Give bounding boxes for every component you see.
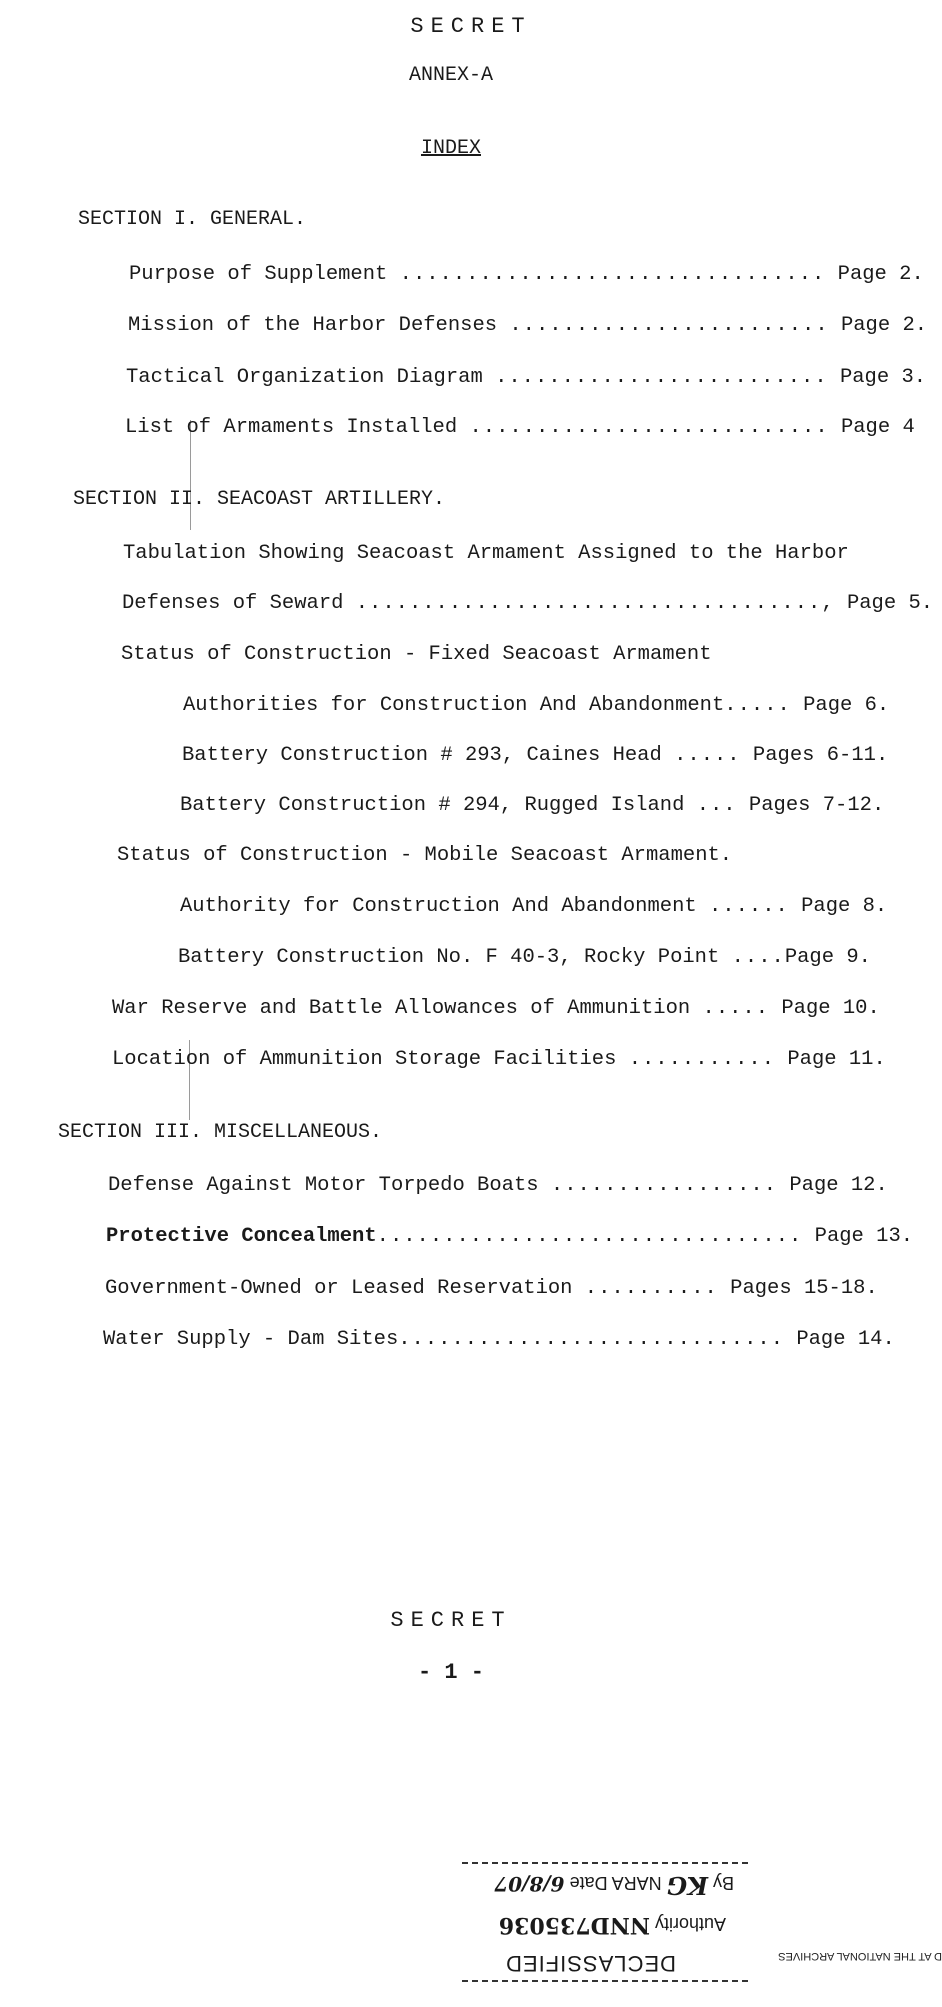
index-entry	[105, 1277, 878, 1300]
stamp-status: DECLASSIFIED	[505, 1951, 676, 1976]
entry-leader: .........................	[495, 366, 828, 389]
index-entry	[125, 416, 915, 439]
annex-label: ANNEX-A	[408, 64, 493, 87]
entry-page: Page 3.	[839, 366, 927, 389]
entry-title: Battery Construction # 294, Rugged Island	[180, 794, 685, 817]
stamp-initials: KG	[666, 1871, 708, 1900]
entry-title: Location of Ammunition Storage Facilities	[112, 1048, 617, 1071]
entry-page: Page 8.	[801, 895, 888, 918]
entry-title: Mission of the Harbor Defenses	[128, 314, 498, 337]
stamp-authority	[499, 1912, 726, 1938]
entry-page: Page 12.	[789, 1174, 888, 1197]
stamp-authority-label: Authority	[654, 1914, 726, 1934]
index-entry	[108, 1174, 888, 1197]
index-entry	[183, 694, 889, 717]
entry-leader: .....	[674, 744, 741, 767]
entry-leader: ........................	[509, 314, 829, 337]
entry-leader: ...	[696, 794, 737, 817]
entry-leader: .............................	[398, 1328, 785, 1351]
section-heading: SECTION I. GENERAL.	[78, 208, 307, 231]
index-entry	[112, 997, 880, 1020]
entry-leader: .....	[702, 997, 770, 1020]
entry-leader: ......	[709, 895, 789, 918]
entry-leader: ...........	[628, 1048, 776, 1071]
entry-page: Page 4	[840, 416, 915, 439]
entry-page: Page 9.	[784, 946, 871, 969]
entry-page: Page 14.	[796, 1328, 895, 1351]
entry-title: Status of Construction - Fixed Seacoast Armament	[121, 643, 712, 666]
index-title: INDEX	[420, 137, 481, 160]
entry-leader: ................................	[376, 1225, 803, 1248]
entry-page: Pages 6-11.	[752, 744, 889, 767]
entry-title: List of Armaments Installed	[125, 416, 458, 439]
index-entry	[180, 794, 884, 817]
entry-title: Tactical Organization Diagram	[126, 366, 483, 389]
entry-leader: ................................	[399, 263, 826, 286]
entry-title: War Reserve and Battle Allowances of Ammunition	[112, 997, 691, 1020]
stamp-authority-value: NND735036	[498, 1912, 650, 1938]
entry-page: Page 6.	[803, 694, 890, 717]
entry-page: Page 13.	[814, 1225, 914, 1248]
entry-title: Authorities for Construction And Abandonment	[183, 694, 725, 717]
index-entry	[103, 1328, 895, 1351]
entry-page: Page 10.	[781, 997, 880, 1020]
entry-title: Authority for Construction And Abandonment	[180, 895, 697, 918]
entry-title: Government-Owned or Leased Reservation	[105, 1277, 573, 1300]
section-heading: SECTION III. MISCELLANEOUS.	[58, 1121, 383, 1144]
stamp-border-bottom	[462, 1862, 748, 1864]
entry-leader: ...................................,	[355, 592, 835, 615]
entry-title: Defense Against Motor Torpedo Boats	[108, 1174, 539, 1197]
entry-title: Tabulation Showing Seacoast Armament Assigned to the Harbor	[123, 542, 849, 565]
index-entry	[126, 366, 926, 389]
declassification-stamp	[462, 1855, 748, 1990]
entry-title: Protective Concealment	[106, 1225, 377, 1248]
stamp-date: 6/8/07	[494, 1872, 565, 1896]
entry-leader: ...........................	[469, 416, 829, 439]
index-entry	[106, 1225, 913, 1248]
index-entry	[122, 592, 933, 615]
entry-title: Battery Construction # 293, Caines Head	[182, 744, 662, 767]
entry-leader: .....	[724, 694, 791, 717]
entry-page: Pages 7-12.	[748, 794, 885, 817]
classification-top: SECRET	[410, 14, 532, 39]
index-entry	[112, 1048, 886, 1071]
stamp-border-top	[462, 1980, 748, 1982]
index-entry	[123, 542, 849, 565]
entry-title: Battery Construction No. F 40-3, Rocky Point	[178, 946, 720, 969]
entry-title: Status of Construction - Mobile Seacoast Armament.	[117, 844, 733, 867]
index-entry	[178, 946, 871, 969]
entry-leader: ....	[731, 946, 785, 969]
entry-title: Defenses of Seward	[122, 592, 344, 615]
section-heading: SECTION II. SEACOAST ARTILLERY.	[73, 488, 446, 511]
stamp-agency: NARA Date	[569, 1873, 662, 1893]
stamp-by-label: By	[712, 1873, 734, 1893]
index-entry	[182, 744, 888, 767]
entry-page: Page 5.	[846, 592, 934, 615]
entry-page: Pages 15-18.	[730, 1277, 878, 1300]
entry-page: Page 2.	[840, 314, 928, 337]
entry-title: Water Supply - Dam Sites	[103, 1328, 399, 1351]
classification-bottom: SECRET	[390, 1608, 512, 1633]
entry-title: Purpose of Supplement	[129, 263, 388, 286]
entry-page: Page 2.	[837, 263, 924, 286]
page-number: - 1 -	[417, 1660, 484, 1685]
entry-leader: ..........	[584, 1277, 718, 1300]
index-entry	[129, 263, 924, 286]
index-entry	[128, 314, 927, 337]
stamp-by	[494, 1871, 734, 1900]
entry-leader: .................	[550, 1174, 778, 1197]
index-entry	[117, 844, 732, 867]
entry-page: Page 11.	[787, 1048, 886, 1071]
archive-edge-note: D AT THE NATIONAL ARCHIVES	[778, 1950, 942, 1962]
index-entry	[180, 895, 887, 918]
index-entry	[121, 643, 712, 666]
